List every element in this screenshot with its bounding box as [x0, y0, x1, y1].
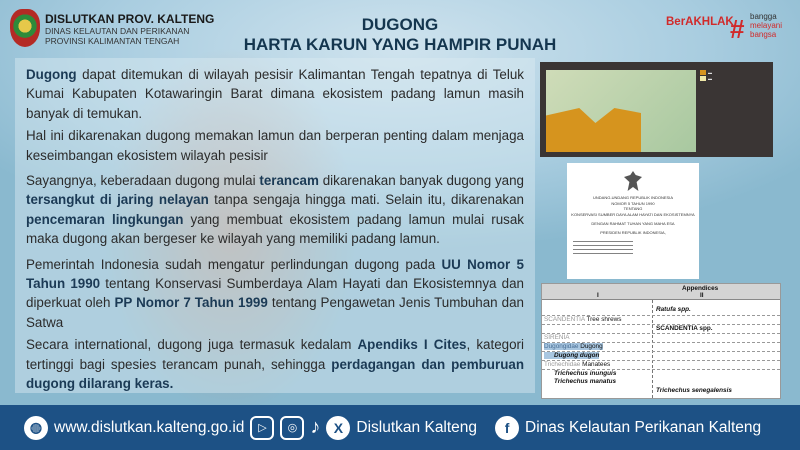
youtube-icon[interactable]: ▷	[250, 416, 274, 440]
facebook-icon[interactable]: f	[495, 416, 519, 440]
title-line-2: HARTA KARUN YANG HAMPIR PUNAH	[243, 35, 557, 54]
website-link[interactable]: www.dislutkan.kalteng.go.id	[54, 418, 245, 436]
header-col2: II	[700, 292, 704, 299]
text: Hal ini dikarenakan dugong memakan lamun dan berperan penting dalam menjaga keseimbangan ekosistem wilayah pesisir	[26, 128, 524, 163]
map-area	[546, 70, 696, 152]
header-appendices: Appendices	[682, 285, 719, 292]
table-row	[542, 343, 780, 352]
cell: Trichechus senegalensis	[656, 387, 732, 394]
bold-text: pencemaran lingkungan	[26, 211, 184, 227]
doc-line: KONSERVASI SUMBER DAYA ALAM HAYATI DAN EKOSISTEMNYA	[571, 211, 695, 217]
globe-icon: ◍	[24, 416, 48, 440]
cell: Ratufa spp.	[656, 306, 691, 313]
hash-icon: #	[730, 14, 745, 44]
table-row	[542, 316, 780, 325]
x-icon[interactable]: X	[326, 416, 350, 440]
tiktok-icon[interactable]: ♪	[310, 416, 321, 438]
doc-line: NOMOR 5 TAHUN 1990	[611, 200, 655, 206]
bold-text: UU Nomor 5 Tahun 1990	[26, 256, 524, 292]
cell: Trichechus manatus	[554, 378, 617, 385]
cell: Dugong	[580, 343, 603, 350]
table-row	[542, 370, 780, 396]
cell: SCANDENTIA	[544, 316, 585, 323]
doc-line: PRESIDEN REPUBLIK INDONESIA,	[600, 229, 666, 235]
doc-line: TENTANG	[623, 206, 643, 211]
text: dikarenakan banyak dugong yang	[318, 173, 524, 189]
text: Sayangnya, keberadaan dugong mulai	[26, 173, 260, 189]
table-row	[542, 334, 780, 343]
table-row	[542, 325, 780, 334]
text: yang membuat ekosistem padang lamun mulai rusak maka dugong akan bergeser ke wilayah yang memiliki padang lamun.	[26, 211, 524, 247]
cell: Trichechus inunguis	[554, 370, 617, 377]
badge-main: BerAKHLAK	[666, 16, 734, 28]
text: tentang Pengawetan Jenis Tumbuhan dan Satwa	[26, 295, 525, 330]
text: Pemerintah Indonesia sudah mengatur perlindungan dugong pada	[26, 256, 442, 272]
distribution-map	[540, 62, 773, 157]
law-document	[567, 163, 699, 279]
bold-text: Apendiks I Cites	[357, 337, 467, 353]
paragraph-3	[26, 171, 524, 249]
cell: Tree shrews	[586, 316, 622, 323]
footer-bar	[0, 405, 800, 450]
title-line-1: DUGONG	[361, 15, 439, 34]
org-name: DISLUTKAN PROV. KALTENG	[45, 12, 215, 26]
text: tanpa sengaja hingga mati. Selain itu, dikarenakan	[208, 192, 524, 208]
table-row	[542, 352, 780, 361]
text: dapat ditemukan di wilayah pesisir Kalimantan Tengah tepatnya di Teluk Kumai Kabupaten Kotawaringin Barat dimana ekosistem padang lamun masih banyak di temukan.	[26, 67, 524, 121]
cell: SCANDENTIA spp.	[656, 325, 713, 332]
text: Secara international, dugong juga termasuk kedalam	[26, 337, 358, 353]
bold-text: Dugong	[26, 67, 77, 82]
paragraph-1	[26, 65, 524, 123]
table-header	[542, 284, 780, 300]
org-sub2: PROVINSI KALIMANTAN TENGAH	[45, 36, 180, 46]
cell: Manatees	[582, 361, 611, 368]
text: tentang Konservasi Sumberdaya Alam Hayati dan Ekosistemnya dan diperkuat oleh	[26, 276, 524, 311]
paragraph-2	[26, 126, 524, 165]
article-text	[26, 65, 524, 397]
paragraph-5	[26, 335, 524, 393]
cell: Dugongidae	[544, 343, 579, 350]
cell: Trichechidae	[544, 361, 581, 368]
doc-line: DENGAN RAHMAT TUHAN YANG MAHA ESA	[591, 221, 675, 226]
doc-body: ▬▬▬▬▬▬▬▬▬▬▬▬▬▬▬▬▬▬▬▬ ▬▬▬▬▬▬▬▬▬▬▬▬▬▬▬▬▬▬▬▬ ▬▬▬▬▬▬▬▬▬▬▬▬▬▬▬▬▬▬▬▬ ▬▬▬▬▬▬▬▬▬▬▬▬▬▬▬▬▬▬▬▬	[573, 239, 633, 255]
bold-text: tersangkut di jaring nelayan	[26, 192, 209, 208]
x-account-link[interactable]: Dislutkan Kalteng	[356, 418, 478, 436]
bold-text: terancam	[259, 173, 319, 189]
badge-s1: bangga	[750, 12, 777, 21]
org-sub1: DINAS KELAUTAN DAN PERIKANAN	[45, 26, 190, 36]
table-row	[542, 300, 780, 316]
text: , kategori tertinggi bagi spesies terancam punah, sehingga	[26, 337, 524, 372]
table-row	[542, 361, 780, 370]
garuda-emblem-icon	[624, 171, 642, 191]
cell: Dugong dugon	[544, 352, 599, 359]
paragraph-4	[26, 255, 524, 333]
berakhlak-logo	[666, 10, 791, 45]
header-col1: I	[597, 292, 599, 299]
doc-line: UNDANG-UNDANG REPUBLIK INDONESIA	[592, 195, 673, 200]
badge-s3: bangsa	[750, 30, 777, 39]
bold-text: perdagangan dan pemburuan dugong dilarang keras.	[26, 356, 525, 392]
instagram-icon[interactable]: ◎	[280, 416, 304, 440]
badge-s2: melayani	[750, 21, 783, 30]
bold-text: PP Nomor 7 Tahun 1999	[114, 295, 268, 311]
cites-appendix-table	[541, 283, 781, 399]
facebook-link[interactable]: Dinas Kelautan Perikanan Kalteng	[525, 418, 762, 436]
cell: SIRENIA	[544, 334, 570, 341]
dugong-range	[546, 108, 641, 152]
map-legend: ▬ ▬	[700, 70, 712, 82]
